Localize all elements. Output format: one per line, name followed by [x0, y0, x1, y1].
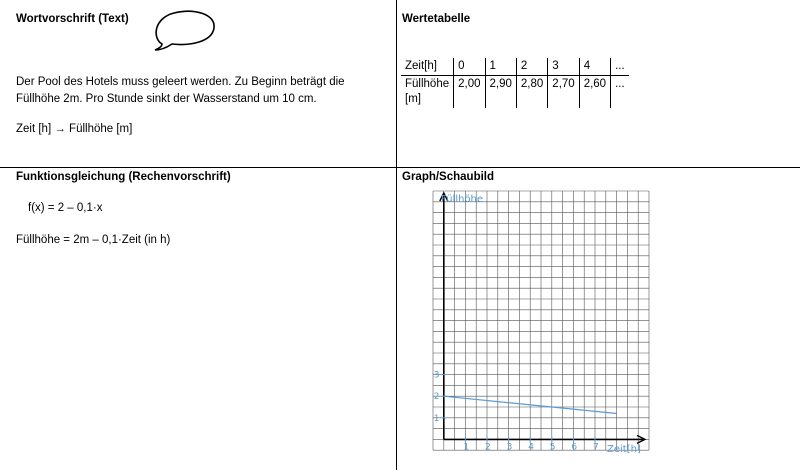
- table-cell: 0: [454, 58, 485, 76]
- row-label-line-1: Füllhöhe: [405, 78, 450, 90]
- table-cell: Zeit[h]: [401, 58, 454, 76]
- x-tick-label: 2: [485, 442, 491, 453]
- word-rule-panel: [0, 0, 397, 168]
- table-cell: 4: [579, 58, 610, 76]
- y-tick-label: 2: [433, 392, 440, 403]
- table-header-row: [401, 58, 629, 76]
- table-cell: 2,60: [579, 76, 610, 109]
- table-cell: ...: [611, 58, 629, 76]
- y-axis-label: Füllhöhe: [441, 194, 484, 205]
- table-row: [401, 76, 629, 109]
- table-cell: ...: [611, 76, 629, 109]
- word-rule-mapping: Zeit [h] → Füllhöhe [m]: [16, 123, 133, 135]
- grid: [433, 191, 649, 453]
- table-row-label: [401, 76, 454, 109]
- table-cell: 2,80: [516, 76, 547, 109]
- x-tick-label: 6: [571, 442, 578, 453]
- equation-description: Füllhöhe = 2m – 0,1·Zeit (in h): [16, 234, 171, 246]
- speech-bubble-icon: [150, 8, 220, 54]
- y-tick-label: 1: [433, 413, 440, 424]
- equation-formula: f(x) = 2 – 0,1·x: [28, 202, 103, 214]
- word-rule-line-2: Füllhöhe 2m. Pro Stunde sinkt der Wasserstand um 10 cm.: [16, 93, 317, 105]
- table-cell: 2,70: [548, 76, 579, 109]
- table-cell: 2,90: [485, 76, 516, 109]
- value-table: [401, 58, 629, 108]
- x-tick-label: 7: [593, 442, 599, 453]
- x-tick-label: 5: [549, 442, 556, 453]
- graph-panel: [397, 168, 800, 470]
- equation-title: Funktionsgleichung (Rechenvorschrift): [16, 171, 231, 183]
- x-tick-label: 1: [463, 442, 470, 453]
- table-cell: 3: [548, 58, 579, 76]
- x-tick-label: 4: [528, 442, 534, 453]
- graph-title: Graph/Schaubild: [402, 171, 495, 183]
- x-axis-label: Zeit[h]: [607, 444, 641, 455]
- word-rule-line-1: Der Pool des Hotels muss geleert werden. Zu Beginn beträgt die: [16, 76, 345, 88]
- value-table-panel: [397, 0, 800, 168]
- x-tick-label: 3: [506, 442, 513, 453]
- table-cell: 2: [516, 58, 547, 76]
- row-label-line-2: [m]: [405, 93, 421, 105]
- table-cell: 2,00: [454, 76, 485, 109]
- graph-chart: [427, 184, 657, 456]
- table-cell: 1: [485, 58, 516, 76]
- equation-panel: [0, 168, 397, 470]
- y-tick-label: 3: [433, 370, 440, 381]
- value-table-title: Wertetabelle: [402, 13, 471, 25]
- word-rule-title: Wortvorschrift (Text): [16, 13, 129, 25]
